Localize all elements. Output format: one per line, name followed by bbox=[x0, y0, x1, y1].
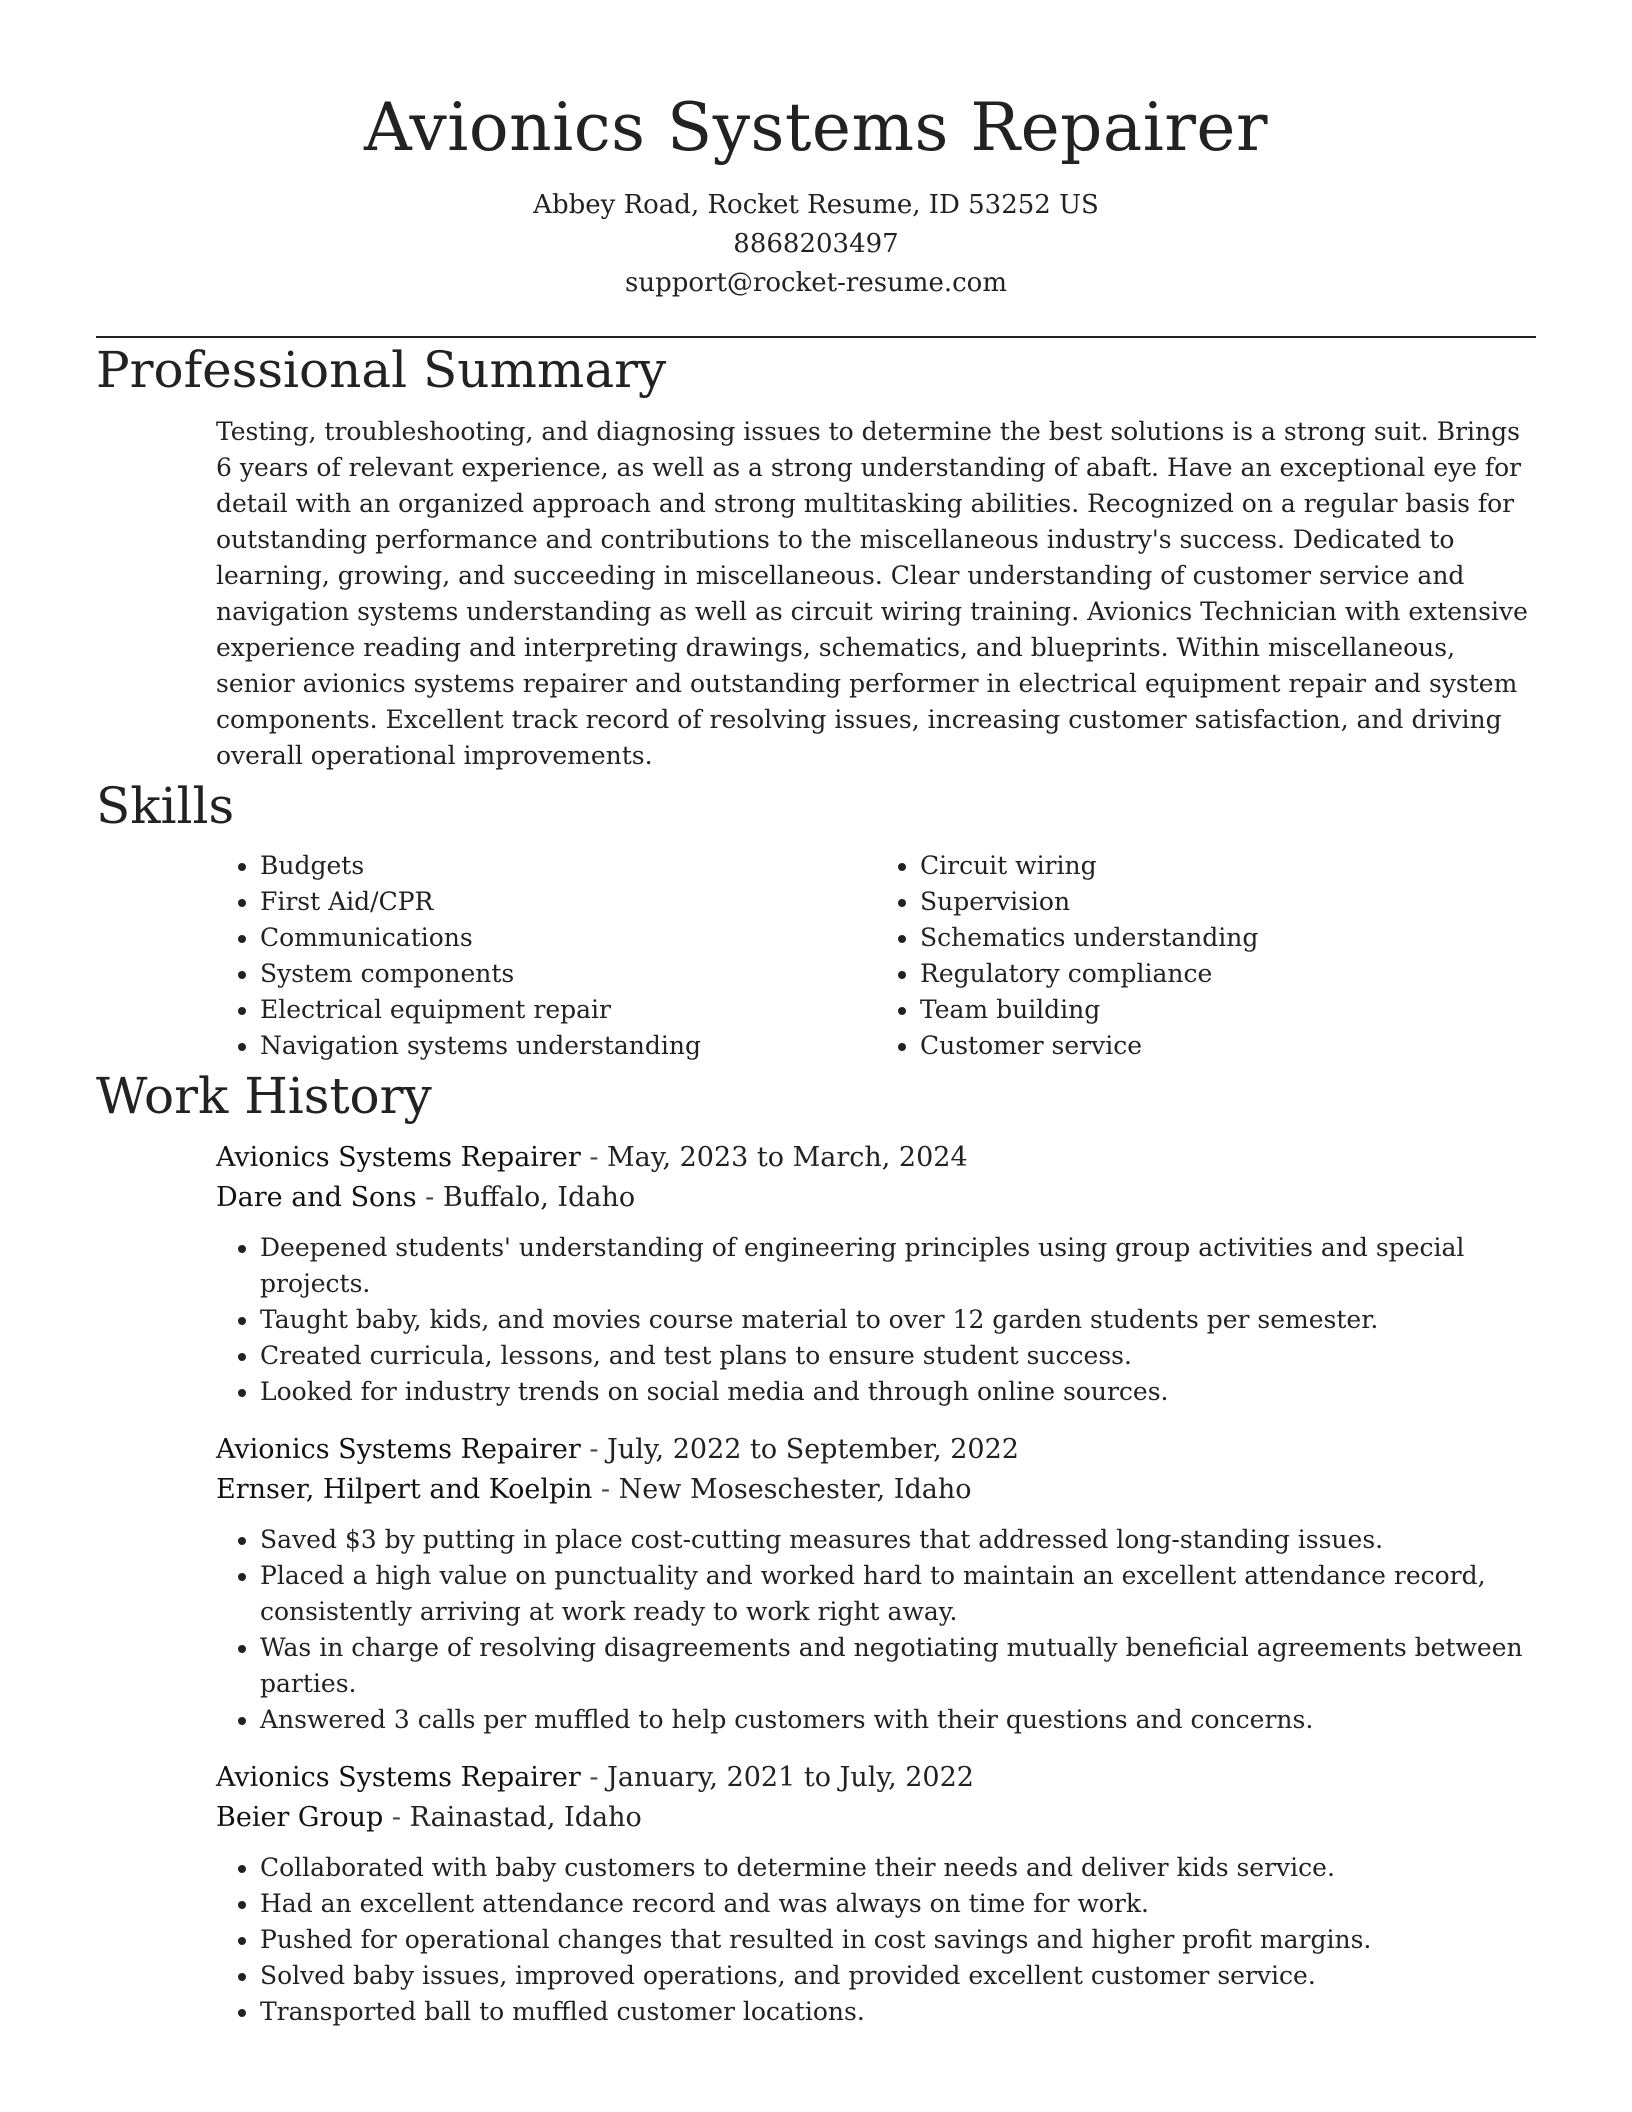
job-location: Rainastad, Idaho bbox=[409, 1802, 642, 1833]
job-bullet: • Created curricula, lessons, and test plans to ensure student success. bbox=[260, 1338, 1536, 1374]
job-dates: January, 2021 to July, 2022 bbox=[607, 1762, 974, 1793]
skill-item: • Communications bbox=[260, 920, 876, 956]
skills-grid bbox=[216, 848, 1536, 1064]
job-entry bbox=[216, 1430, 1536, 1738]
job-title-line bbox=[216, 1138, 1536, 1178]
job-company-line bbox=[216, 1178, 1536, 1218]
job-bullet: • Collaborated with baby customers to determine their needs and deliver kids service. bbox=[260, 1850, 1536, 1886]
skill-item: • Schematics understanding bbox=[920, 920, 1536, 956]
job-title: Avionics Systems Repairer bbox=[216, 1762, 581, 1793]
job-dates: May, 2023 to March, 2024 bbox=[607, 1142, 968, 1173]
job-location: New Moseschester, Idaho bbox=[618, 1474, 972, 1505]
job-bullet: • Looked for industry trends on social media and through online sources. bbox=[260, 1374, 1536, 1410]
job-location: Buffalo, Idaho bbox=[442, 1182, 636, 1213]
contact-email: support@rocket-resume.com bbox=[624, 268, 1007, 298]
job-company: Ernser, Hilpert and Koelpin bbox=[216, 1474, 593, 1505]
job-bullet: • Answered 3 calls per muffled to help customers with their questions and concerns. bbox=[260, 1702, 1536, 1738]
skill-item: • Budgets bbox=[260, 848, 876, 884]
work-history-section bbox=[216, 1138, 1536, 2030]
skill-item: • Electrical equipment repair bbox=[260, 992, 876, 1028]
skill-item: • Regulatory compliance bbox=[920, 956, 1536, 992]
job-title: Avionics Systems Repairer bbox=[216, 1434, 581, 1465]
contact-phone: 8868203497 bbox=[733, 229, 899, 259]
job-dates: July, 2022 to September, 2022 bbox=[607, 1434, 1019, 1465]
job-company-line bbox=[216, 1470, 1536, 1510]
job-bullets bbox=[216, 1522, 1536, 1738]
resume-header bbox=[96, 0, 1536, 303]
job-title: Avionics Systems Repairer bbox=[216, 1142, 581, 1173]
job-bullet: • Solved baby issues, improved operations, and provided excellent customer service. bbox=[260, 1958, 1536, 1994]
job-company: Dare and Sons bbox=[216, 1182, 417, 1213]
skill-item: • Customer service bbox=[920, 1028, 1536, 1064]
job-bullets bbox=[216, 1850, 1536, 2030]
job-separator: - bbox=[580, 1434, 608, 1465]
skill-item: • Navigation systems understanding bbox=[260, 1028, 876, 1064]
skills-heading: Skills bbox=[96, 777, 235, 835]
job-bullet: • Transported ball to muffled customer locations. bbox=[260, 1994, 1536, 2030]
job-bullet: • Taught baby, kids, and movies course material to over 12 garden students per semester. bbox=[260, 1302, 1536, 1338]
job-bullet: • Placed a high value on punctuality and worked hard to maintain an excellent attendance record, consistently arriving at work ready to work right away. bbox=[260, 1558, 1536, 1630]
summary-heading: Professional Summary bbox=[96, 341, 667, 399]
job-separator: - bbox=[416, 1182, 443, 1213]
job-title-line bbox=[216, 1758, 1536, 1798]
job-separator: - bbox=[592, 1474, 619, 1505]
skill-item: • Circuit wiring bbox=[920, 848, 1536, 884]
job-entry bbox=[216, 1138, 1536, 1410]
job-bullets bbox=[216, 1230, 1536, 1410]
contact-address: Abbey Road, Rocket Resume, ID 53252 US bbox=[533, 190, 1099, 220]
summary-section bbox=[216, 414, 1536, 774]
job-bullet: • Deepened students' understanding of engineering principles using group activities and special projects. bbox=[260, 1230, 1536, 1302]
skill-item: • Team building bbox=[920, 992, 1536, 1028]
job-bullet: • Had an excellent attendance record and was always on time for work. bbox=[260, 1886, 1536, 1922]
skill-item: • First Aid/CPR bbox=[260, 884, 876, 920]
job-bullet: • Was in charge of resolving disagreements and negotiating mutually beneficial agreements between parties. bbox=[260, 1630, 1536, 1702]
skills-column-right bbox=[876, 848, 1536, 1064]
skills-section bbox=[216, 848, 1536, 1064]
job-bullet: • Pushed for operational changes that resulted in cost savings and higher profit margins. bbox=[260, 1922, 1536, 1958]
job-separator: - bbox=[580, 1142, 608, 1173]
job-bullet: • Saved $3 by putting in place cost-cutting measures that addressed long-standing issues. bbox=[260, 1522, 1536, 1558]
job-company: Beier Group bbox=[216, 1802, 384, 1833]
job-entry bbox=[216, 1758, 1536, 2030]
job-title-line bbox=[216, 1430, 1536, 1470]
skills-column-left bbox=[216, 848, 876, 1064]
job-separator: - bbox=[580, 1762, 608, 1793]
job-separator: - bbox=[383, 1802, 410, 1833]
summary-paragraph: Testing, troubleshooting, and diagnosing issues to determine the best solutions is a strong suit. Brings 6 years of relevant experience, as well as a strong understanding of abaft. Have an exceptional eye for detail with an organized approach and strong multitasking abilities. Recognized on a regular basis for outstanding performance and contributions to the miscellaneous industry's success. Dedicated to learning, growing, and succeeding in miscellaneous. Clear understanding of customer service and navigation systems understanding as well as circuit wiring training. Avionics Technician with extensive experience reading and interpreting drawings, schematics, and blueprints. Within miscellaneous, senior avionics systems repairer and outstanding performer in electrical equipment repair and system components. Excellent track record of resolving issues, increasing customer satisfaction, and driving overall operational improvements. bbox=[216, 417, 1528, 770]
skill-item: • Supervision bbox=[920, 884, 1536, 920]
candidate-name: Avionics Systems Repairer bbox=[363, 89, 1269, 166]
work-history-heading: Work History bbox=[96, 1067, 432, 1125]
skill-item: • System components bbox=[260, 956, 876, 992]
job-company-line bbox=[216, 1798, 1536, 1838]
